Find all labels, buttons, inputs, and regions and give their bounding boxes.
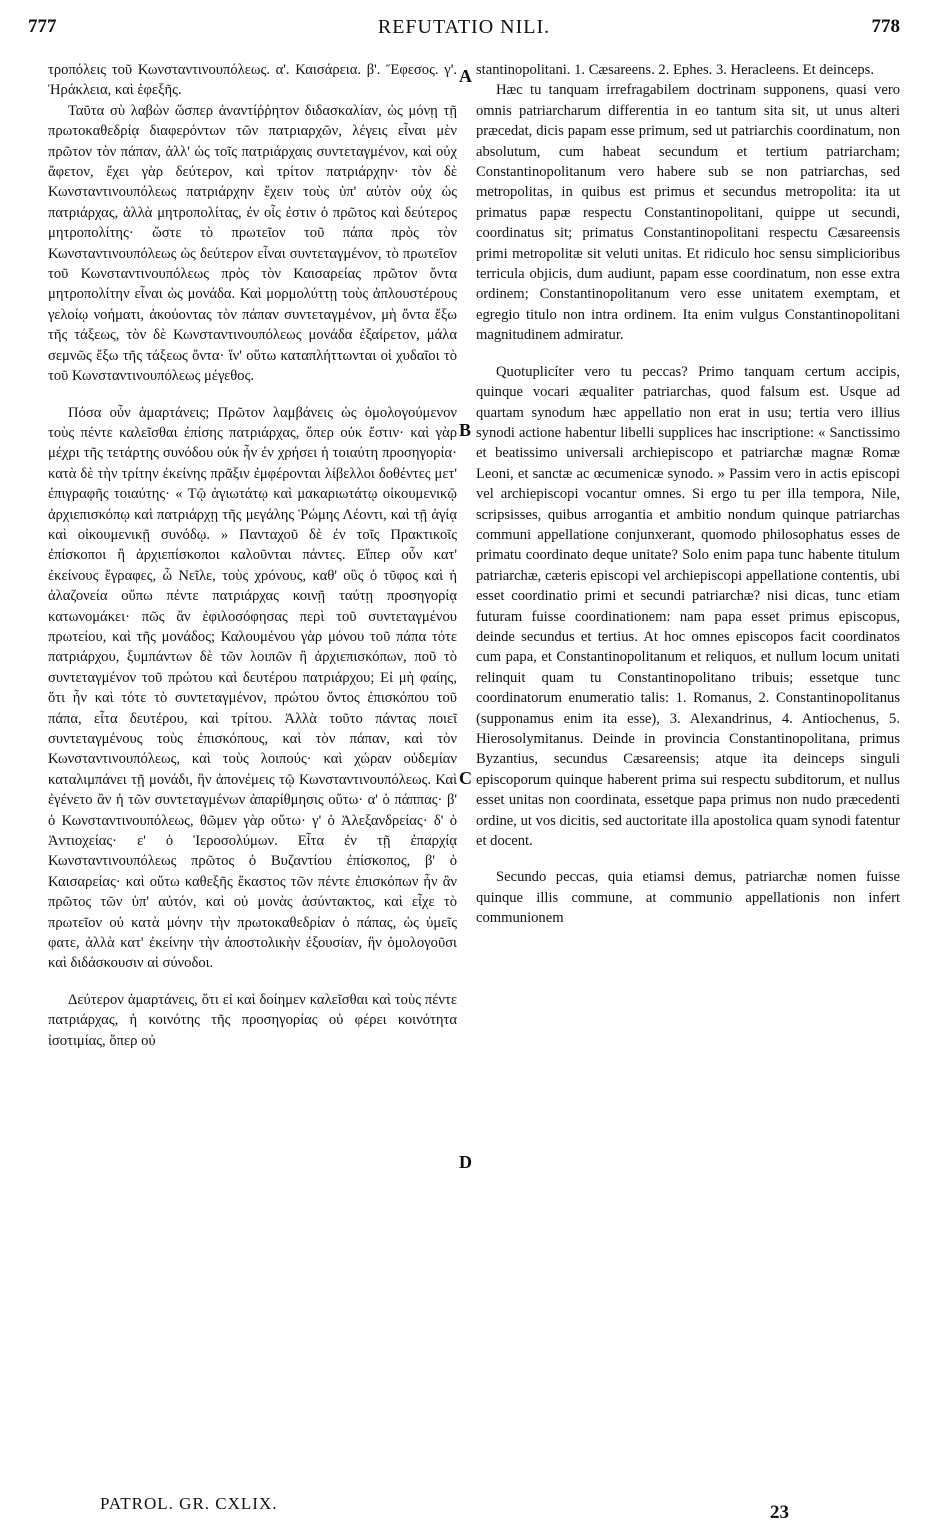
right-page-number: 778 xyxy=(871,16,900,37)
latin-paragraph-4: Secundo peccas, quia etiamsi demus, patriarchæ nomen fuisse quinque illis commune, at communio appellationis non infert communionem xyxy=(476,869,900,927)
greek-paragraph-3: Πόσα οὖν ἁμαρτάνεις; Πρῶτον λαμβάνεις ὡς ὁμολογούμενον τοὺς πέντε καλεῖσθαι ἐπίσης πατριάρχας, ὅπερ οὐκ ἔστιν· καὶ γὰρ μέχρι τῆς τετάρτης συνόδου οὐκ ἦν ἐν χρήσει ἡ τοιαύτη προσηγορία· κατὰ δὲ τὴν τρίτην ἐκείνης πρᾶξιν ἐμφέρονται λίβελλοι δοθέντες μετ' ἐπιγραφῆς τοιαύτης· « Τῷ ἁγιωτάτῳ καὶ μακαριωτάτῳ οἰκουμενικῷ ἀρχιεπισκόπῳ καὶ πατριάρχῃ τῆς μεγάλης Ῥώμης Λέοντι, καὶ τῇ ἁγίᾳ καὶ οἰκουμενικῇ συνόδῳ. » Πανταχοῦ δὲ ἐν τοῖς Πρακτικοῖς ἐπίσκοποι ἢ ἀρχιεπίσκοποι καλοῦνται πάντες. Εἴπερ οὖν κατ' ἐκείνους ἔγραφες, ὦ Νεῖλε, τοὺς χρόνους, καθ' οὓς ὁ τῦφος καὶ ἡ ἀλαζονεία οὔπω πέντε πατριάρχας κοινῇ ταύτῃ προσηγορίᾳ κατωνομάκει· πῶς ἂν ἐφιλοσόφησας περὶ τοῦ συντεταγμένου πρωτείου, καὶ τῆς μονάδος; Καλουμένου γὰρ μόνου τοῦ πάπα τότε πατριάρχου, ξυμπάντων δὲ τῶν λοιπῶν ἢ ἀρχιεπισκόπων, ποῦ τὸ συντεταγμένον τοῦ πρώτου καὶ δευτέρου πατριάρχου; Εἰ μὴ φαίης, ὅτι ἦν καὶ τότε τὸ συντεταγμένον, πρώτου ὄντος ἐπισκόπου τοῦ πάπα, εἶτα δευτέρου, καὶ τρίτου. Ἀλλὰ τοῦτο πάντας ποιεῖ συντεταγμένους τοὺς ἐπισκόπους, καὶ τὸν πάπαν, καὶ τὸν Κωνσταντινουπόλεως, καὶ τοὺς λοιπούς· καὶ χώραν οὐδεμίαν καταλιμπάνει τῇ μονάδι, ἣν ἀπονέμεις τῷ Κωνσταντινουπόλεως. Καὶ ἐγένετο ἂν ἡ τῶν συντεταγμένων ἀπαρίθμησις οὕτω· α' ὁ πάππας· β' ὁ Κωνσταντινουπόλεως, θῶμεν γὰρ οὕτω· γ' ὁ Ἀλεξανδρείας· δ' ὁ Ἀντιοχείας· ε' ὁ Ἱεροσολύμων. Εἶτα ἐν τῇ ἐπαρχίᾳ Κωνσταντινουπόλεως πρῶτος ὁ Βυζαντίου ἐπίσκοπος, β' ὁ Καισαρείας· καὶ οὕτω καθεξῆς ἕκαστος τῶν πέντε ἐπισκόπων ἦν ἂν πρῶτος τῶν ὑπ' αὐτόν, καὶ οὐ μονὰς ἀσύντακτος, καὶ εἶχε τὸ πρωτεῖον οὐ κατὰ μόνην τὴν πρωτοκαθεδρίαν ὁ πάπας, ὡς ὑμεῖς φατε, ἀλλὰ κατ' ἐκείνην τὴν ἀποστολικὴν ἐξουσίαν, ἣν ὁμολογοῦσι καὶ διδάσκουσιν αἱ σύνοδοι. xyxy=(48,404,457,972)
latin-paragraph-1: stantinopolitani. 1. Cæsareens. 2. Ephes. 3. Heracleens. Et deinceps. xyxy=(476,62,874,78)
greek-paragraph-4: Δεύτερον ἁμαρτάνεις, ὅτι εἰ καὶ δοίημεν καλεῖσθαι καὶ τοὺς πέντε πατριάρχας, ἡ κοινότης τῆς προσηγορίας οὐ φέρει κοινότητα ἰσοτιμίας, ὅπερ οὐ xyxy=(48,991,457,1049)
greek-paragraph-2: Ταῦτα σὺ λαβὼν ὥσπερ ἀναντίῤῥητον διδασκαλίαν, ὡς μόνῃ τῇ πρωτοκαθεδρίᾳ διαφερόντων τῶν πατριαρχῶν, λέγεις εἶναι μὲν πρῶτον τὸν πάπαν, ἀλλ' ὡς τοῖς πατριάρχαις συντεταγμένον, καὶ οὐχ ἄφετον, ἔχει γὰρ δεύτερον, καὶ τρίτον πατριάρχην· τὸν δὲ Κωνσταντινουπόλεως πατριάρχην ἔχειν τοὺς ὑπ' αὐτὸν οὐχ ὡς πατριάρχας, ἀλλὰ μητροπολίτας, ἐν οἷς ἐστιν ὁ πρῶτος καὶ δεύτερος μητροπολίτης· ὥστε τὸ πρωτεῖον τοῦ πάπα πρὸς τὸν Κωνσταντινουπόλεως ὡς δεύτερον εἶναι συντεταγμένον, τὸ πρωτεῖον τοῦ Κωνσταντινουπόλεως πρὸς τὸν Καισαρείας πρῶτον ὄντα μητροπολίτην εἶναι ὡς μονάδα. Καὶ μορμολύττῃ τοὺς ἁπλουστέρους γελοίῳ νοήματι, ἀκούοντας τὸν πάπαν συντεταγμένον, μὴ ὄντα ἔξω τῆς τάξεως, τὸν δὲ Κωνσταντινουπόλεως μονάδα ἐξαίρετον, μάλα σεμνῶς ἔξω τῆς τάξεως ὄντα· ἵν' οὕτω καταπλήττωνται οἱ χυδαῖοι τὸ τοῦ Κωνσταντινουπόλεως μέγεθος. xyxy=(48,102,457,385)
signature-number: 23 xyxy=(770,1502,789,1523)
running-header xyxy=(28,10,900,44)
margin-letter-d: D xyxy=(459,1152,472,1172)
greek-column xyxy=(48,60,457,1051)
left-page-number: 777 xyxy=(28,16,57,37)
latin-paragraph-2: Hæc tu tanquam irrefragabilem doctrinam supponens, quasi vero omnis patriarcharum differentia in eo tantum sita sit, ut unus alteri præcedat, dicis papam esse primum, sed ut patriarchis coordinatum, non absolutum, cum habeat secundum et tertium patriarcham; Constantinopolitanum vero habere sub se non patriarchas, sed metropolitas, in quibus est primus et secundus metropolita: ita ut primatus papæ respectu Constantinopolitani, quippe ut secundi, coordinatus sit; primatus Constantinopolitani respectu Cæsareensis primi metropolitæ sit veluti unitas. Et ridiculo hoc sensu simplicioribus terricula objicis, dum audiunt, papam esse coordinatum, non esse extra ordinem; Constantinopolitanum vero esse unitatem exemptam, et egregio titulo non intra ordinem. Ita enim vulgus Constantinopolitani magnitudinem admiratur. xyxy=(476,82,900,344)
margin-letter-b: B xyxy=(459,420,472,440)
footer-patrology: PATROL. GR. CXLIX. xyxy=(100,1494,278,1513)
latin-column xyxy=(476,60,900,929)
greek-paragraph-1: τροπόλεις τοῦ Κωνσταντινουπόλεως. α'. Καισάρεια. β'. Ἔφεσος. γ'. Ἡράκλεια, καὶ ἑφεξῆς. xyxy=(48,62,457,99)
margin-letter-c: C xyxy=(459,768,472,788)
running-title: REFUTATIO NILI. xyxy=(377,15,551,38)
margin-letter-a: A xyxy=(459,66,472,86)
latin-paragraph-3: Quotuplicíter vero tu peccas? Primo tanquam certum accipis, quinque vocari æqualiter patriarchas, quod falsum est. Usque ad quartam synodum hæc appellatio non erat in usu; tertia vero illius synodi actione habentur libelli supplices hac inscriptione: « Sanctissimo et beatissimo universali archiepiscopo et patriarchæ magnæ Romæ Leoni, et sanctæ ac œcumenicæ synodo. » Passim vero in actis episcopi vel archiepiscopi vocantur omnes. Si ergo tu per illa tempora, Nile, scripsisses, quibus arrogantia et ambitio nondum quinque patriarchas communi appellatione conjunxerant, quomodo philosophatus esses de primatu coordinato deque unitate? Solo enim papa tunc habente titulum patriarchæ, cæteris episcopi vel archiepiscopi appellatione contentis, ubi esset coordinatio primi et secundi patriarchæ? nisi dicas, tunc etiam futuram fuisse coordinationem: nam papa esset primus episcopus, deinde secundus et tertius. At hoc omnes episcopos facit coordinatos cum papa, et Constantinopolitanum et reliquos, et nullum locum unitati relinquit quam tu Constantinopolitano tribuis; essetque tunc coordinatorum enumeratio talis: 1. Romanus, 2. Constantinopolitanus (supponamus enim ita esse), 3. Alexandrinus, 4. Antiochenus, 5. Hierosolymitanus. Deinde in provincia Constantinopolitana, primus Byzantius, secundus Cæsareensis; atque ita deinceps singuli episcoporum quinque haberent prima sui respectu subditorum, et nullus esset unitas non coordinata, essetque papa primus non nudo præcedenti ordine, ut vos dicitis, sed auctoritate illa apostolica quam synodi fatentur et docent. xyxy=(476,363,900,850)
